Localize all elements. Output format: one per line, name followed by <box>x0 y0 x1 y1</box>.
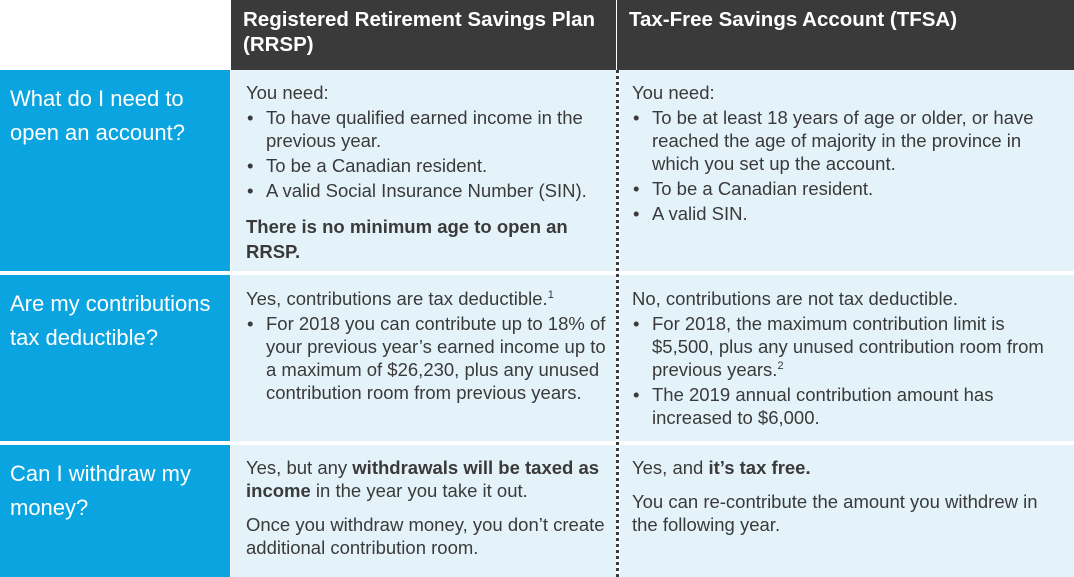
rrsp-withdraw-text: Yes, but any withdrawals will be taxed as income in the year you take it out. <box>246 457 600 501</box>
rrsp-deductible-list <box>246 312 608 404</box>
list-item: • To be a Canadian resident. <box>632 177 1064 200</box>
row-label-open-account: What do I need to open an account? <box>0 70 230 271</box>
tfsa-withdraw-text: Yes, and it’s tax free. <box>632 457 811 478</box>
list-item: • For 2018 you can contribute up to 18% of your previous year’s earned income up to a maximum of $26,230, plus any unused contribution room from previous years. <box>246 312 608 404</box>
tfsa-withdraw-cell <box>620 445 1074 577</box>
rrsp-minimum-age-note: There is no minimum age to open an RRSP. <box>246 216 568 262</box>
rrsp-requirements-list <box>246 106 608 202</box>
tfsa-deductible-list <box>632 312 1064 429</box>
tfsa-requirements-list <box>632 106 1064 225</box>
tfsa-requirements-intro: You need: <box>632 82 715 103</box>
rrsp-requirements-intro: You need: <box>246 82 329 103</box>
column-divider <box>616 70 619 577</box>
list-item: • For 2018, the maximum contribution limit is $5,500, plus any unused contribution room from previous years.$^2$ <box>632 312 1064 381</box>
header-corner <box>0 0 230 70</box>
rrsp-requirements-cell <box>231 70 616 271</box>
tfsa-deductible-cell <box>620 275 1074 441</box>
list-item: • A valid SIN. <box>632 202 1064 225</box>
footnote-marker: 1 <box>547 288 554 301</box>
rrsp-deductible-intro: Yes, contributions are tax deductible.$^1$ <box>246 288 554 309</box>
footnote-marker: 2 <box>777 359 784 372</box>
tfsa-deductible-intro: No, contributions are not tax deductible. <box>632 288 958 309</box>
rrsp-withdraw-cell <box>231 445 616 577</box>
list-item: • A valid Social Insurance Number (SIN). <box>246 179 608 202</box>
rrsp-deductible-cell <box>231 275 616 441</box>
list-item: • The 2019 annual contribution amount has increased to $6,000. <box>632 383 1064 429</box>
tfsa-requirements-cell <box>620 70 1074 271</box>
header-tfsa: Tax-Free Savings Account (TFSA) <box>617 0 1074 70</box>
rrsp-withdraw-room-text: Once you withdraw money, you don’t create additional contribution room. <box>246 514 605 558</box>
list-item: • To be at least 18 years of age or older, or have reached the age of majority in the province in which you set up the account. <box>632 106 1064 175</box>
list-item: • To have qualified earned income in the previous year. <box>246 106 608 152</box>
row-label-tax-deductible: Are my contributions tax deductible? <box>0 275 230 441</box>
tfsa-recontribute-text: You can re-contribute the amount you withdrew in the following year. <box>632 491 1038 535</box>
row-label-withdraw: Can I withdraw my money? <box>0 445 230 577</box>
header-rrsp: Registered Retirement Savings Plan (RRSP) <box>231 0 616 70</box>
list-item: • To be a Canadian resident. <box>246 154 608 177</box>
